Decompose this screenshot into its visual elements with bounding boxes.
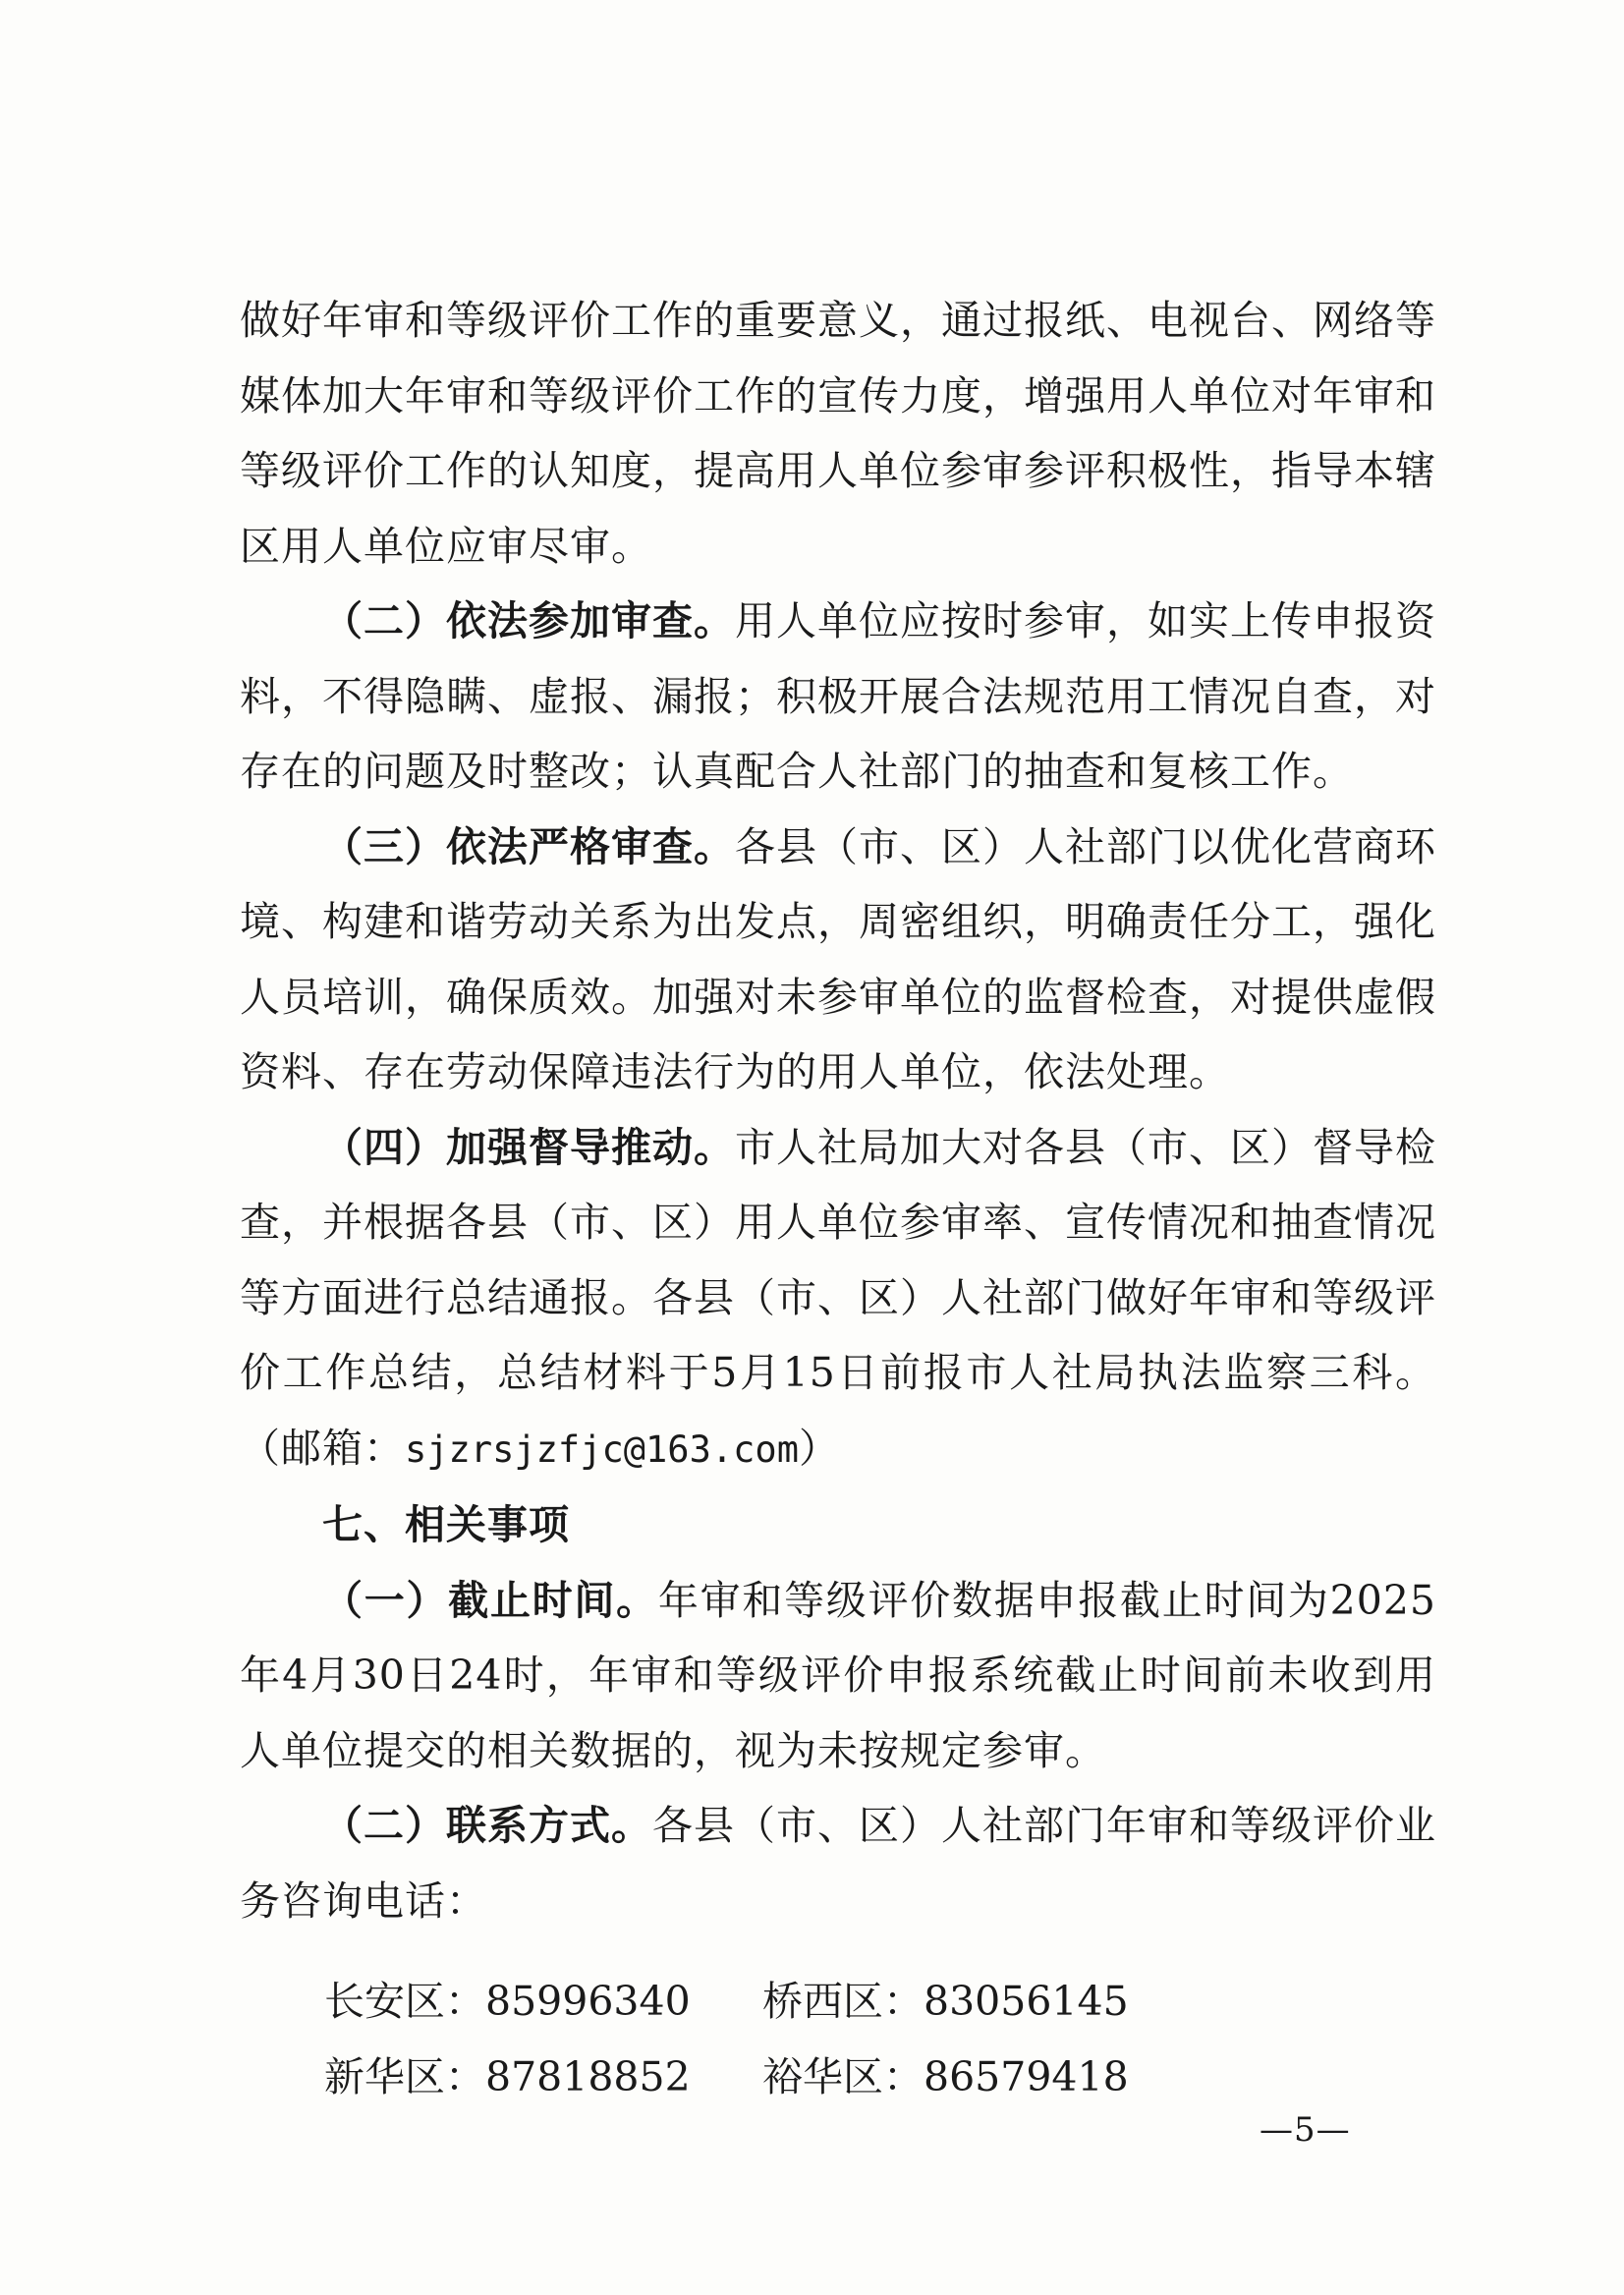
body-text [240,283,1436,1938]
phone-number: 86579418 [924,2052,1129,2100]
phone-number: 85996340 [485,1978,691,2025]
paragraph-6-body: 各县（市、区）人社部门年审和等级评价业务咨询电话： [240,1802,1436,1925]
paragraph-4 [240,1110,1436,1488]
paragraph-1: 做好年审和等级评价工作的重要意义，通过报纸、电视台、网络等媒体加大年审和等级评价工作的宣传力度，增强用人单位对年审和等级评价工作的认知度，提高用人单位参审参评积极性，指导本辖区用人单位应审尽审。 [240,297,1436,570]
page-number: —5— [1260,2110,1351,2150]
district-name: 桥西区： [762,1978,924,2025]
paragraph-3-lead: （三）依法严格审查。 [322,822,735,870]
phone-row [324,2040,1307,2115]
paragraph-2-lead: （二）依法参加审查。 [322,597,735,644]
phone-number: 83056145 [924,1978,1129,2025]
paragraph-6 [240,1788,1436,1938]
paragraph-5-body: 年审和等级评价数据申报截止时间为2025年4月30日24时，年审和等级评价申报系统截止时间前未收到用人单位提交的相关数据的，视为未按规定参审。 [240,1576,1437,1774]
phone-entry [324,2040,762,2115]
paragraph-5 [240,1563,1436,1789]
phone-entry [324,1964,762,2040]
district-name: 新华区： [324,2052,485,2100]
paragraph-4-lead: （四）加强督导推动。 [322,1123,735,1171]
phone-entry [762,2040,1201,2115]
paragraph-6-lead: （二）联系方式。 [322,1802,652,1849]
paragraph-3 [240,810,1436,1110]
phone-number: 87818852 [485,2052,691,2100]
phone-row [324,1964,1307,2040]
phone-entry [762,1964,1201,2040]
district-name: 长安区： [324,1978,485,2025]
section-heading: 七、相关事项 [322,1501,570,1548]
paragraph-4-body: 市人社局加大对各县（市、区）督导检查，并根据各县（市、区）用人单位参审率、宣传情况和抽查情况等方面进行总结通报。各县（市、区）人社部门做好年审和等级评价工作总结，总结材料于5月15日前报市人社局执法监察三科。（邮箱： [240,1123,1436,1472]
phone-list [324,1964,1307,2114]
paragraph-5-lead: （一）截止时间。 [322,1576,658,1624]
district-name: 裕华区： [762,2052,924,2100]
paragraph-4-close: ） [798,1424,840,1472]
paragraph-2-body: 用人单位应按时参审，如实上传申报资料，不得隐瞒、虚报、漏报；积极开展合法规范用工情况自查，对存在的问题及时整改；认真配合人社部门的抽查和复核工作。 [240,597,1436,795]
contact-email: sjzrsjzfjc@163.com [405,1427,799,1471]
paragraph-2 [240,584,1436,810]
paragraph-3-body: 各县（市、区）人社部门以优化营商环境、构建和谐劳动关系为出发点，周密组织，明确责任分工，强化人员培训，确保质效。加强对未参审单位的监督检查，对提供虚假资料、存在劳动保障违法行为的用人单位，依法处理。 [240,822,1436,1095]
